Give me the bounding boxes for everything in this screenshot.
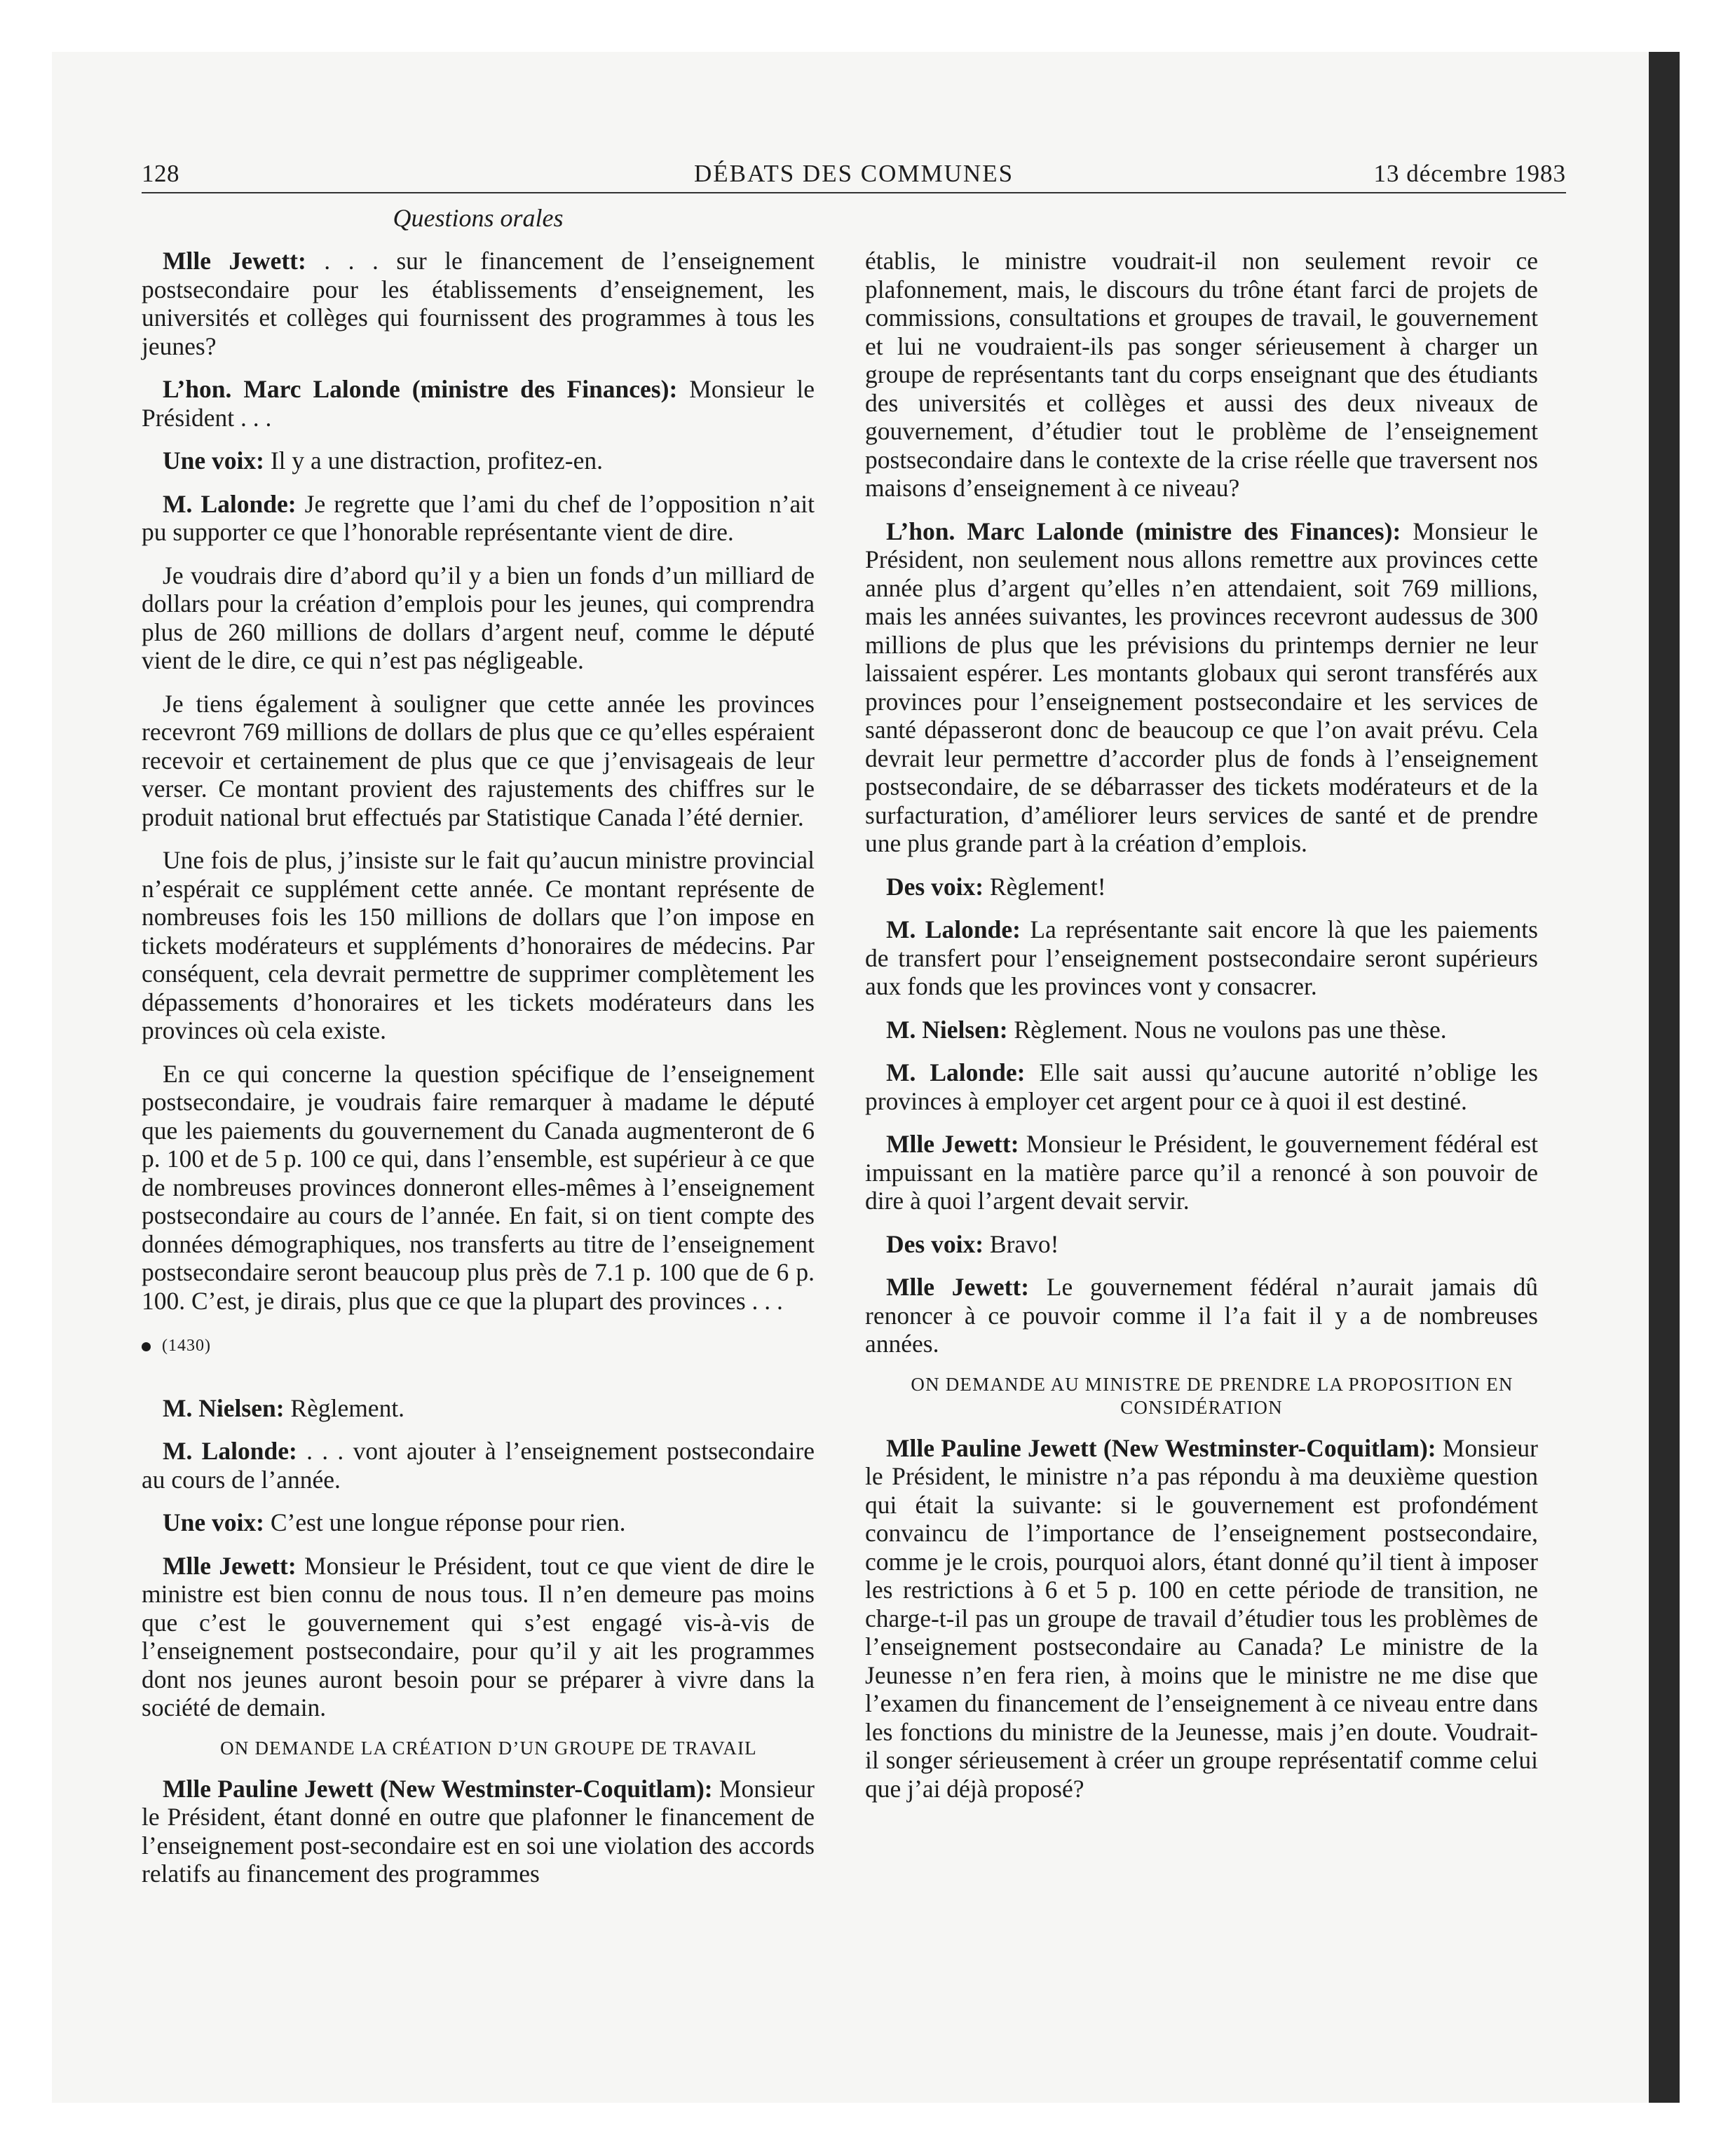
speaker-name: Une voix: (163, 1508, 264, 1536)
paragraph-text: Monsieur le Président, tout ce que vient de dire le ministre est bien connu de nous tous. Il n’en demeure pas moins que c’est le gouvernement qui s’est engagé vis-à-vis de l’enseignement postsecondaire, pour qu’il y ait les programmes dont nos jeunes auront besoin pour se préparer à vivre dans la société de demain. (142, 1551, 815, 1721)
paragraph-text: établis, le ministre voudrait-il non seulement revoir ce plafonnement, mais, le discours du trône étant farci de projets de commissions, consultations et groupes de travail, le gouvernement et lui ne voudraient-ils pas songer sérieusement à charger un groupe de représentants tant du corps enseignant que des étudiants des universités et collèges et aussi des deux niveaux de gouvernement, d’étudier tout le problème de l’enseignement postsecondaire dans le contexte de la crise réelle que traversent nos maisons d’enseignement à ce niveau? (865, 247, 1538, 502)
speaker-name: M. Lalonde: (886, 915, 1021, 943)
speaker-name: M. Nielsen: (163, 1393, 285, 1422)
paragraph-text: Je tiens également à souligner que cette année les provinces recevront 769 millions de dollars de plus que ce qu’elles espéraient recevoir et certainement de plus que ce que j’envisageais de leur verser. Ce montant provient des rajustements des chiffres sur le produit national brut effectués par Statistique Canada l’été dernier. (142, 689, 815, 831)
speaker-name: M. Lalonde: (163, 1437, 297, 1465)
paragraph (142, 1060, 815, 1316)
paragraph-text: Règlement! (984, 872, 1106, 901)
time-marker (142, 1332, 815, 1360)
paragraph (865, 1273, 1538, 1358)
section-title: Questions orales (393, 204, 564, 232)
speaker-name: L’hon. Marc Lalonde (ministre des Finances): (163, 375, 678, 403)
paragraph (865, 1434, 1538, 1803)
paragraph (142, 1394, 815, 1423)
paragraph (865, 1016, 1538, 1044)
paragraph (865, 517, 1538, 858)
paragraph (865, 873, 1538, 901)
binding-edge (1649, 52, 1680, 2103)
subheading-proposal: ON DEMANDE AU MINISTRE DE PRENDRE LA PROPOSITION EN CONSIDÉRATION (911, 1373, 1513, 1418)
paragraph (865, 915, 1538, 1001)
paragraph (865, 1130, 1538, 1215)
paragraph (142, 1775, 815, 1888)
paragraph-text: Une fois de plus, j’insiste sur le fait qu’aucun ministre provincial n’espérait ce supplément cette année. Ce montant représente de nombreuses fois les 150 millions de dollars que l’on impose en tickets modérateurs et suppléments d’honoraires de médecins. Par conséquent, cela devrait permettre de supprimer complètement les dépassements d’honoraires et les tickets modérateurs dans les provinces où cela existe. (142, 846, 815, 1044)
left-paragraphs-after-marker (142, 1394, 815, 1722)
paragraph (142, 561, 815, 675)
page-number: 128 (142, 160, 179, 187)
left-paragraphs (142, 247, 815, 1315)
paragraph (142, 446, 815, 475)
paragraph-text: Monsieur le Président . . . (142, 375, 815, 432)
right-column (865, 247, 1538, 1817)
paragraph-text: Monsieur le Président, non seulement nous allons remettre aux provinces cette année plus d’argent qu’elles n’en attendaient, soit 769 millions, mais les années suivantes, les provinces recevront audessus de 300 millions de plus que les prévisions du printemps dernier ne leur laissaient espérer. Les montants globaux qui seront transférés aux provinces pour l’enseignement postsecondaire et les services de santé dépasseront donc de beaucoup ce que l’on avait prévu. Cela devrait leur permettre d’accorder plus de fonds à l’enseignement postsecondaire, de se débarrasser des tickets modérateurs et de la surfacturation, d’améliorer leurs services de santé et de prendre une plus grande part à la création d’emplois. (865, 517, 1538, 857)
paragraph-text: Il y a une distraction, profitez-en. (264, 446, 603, 475)
speaker-name: L’hon. Marc Lalonde (ministre des Finances): (886, 517, 1401, 545)
speaker-name: M. Lalonde: (163, 489, 297, 518)
left-column (142, 247, 815, 1903)
speaker-name: Une voix: (163, 446, 264, 475)
paragraph-text: Je regrette que l’ami du chef de l’opposition n’ait pu supporter ce que l’honorable représentante vient de dire. (142, 489, 815, 546)
publication-date: 13 décembre 1983 (1373, 160, 1566, 187)
paragraph-text: . . . vont ajouter à l’enseignement postsecondaire au cours de l’année. (142, 1437, 815, 1494)
publication-title: DÉBATS DES COMMUNES (693, 160, 1014, 187)
paragraph-text: Monsieur le Président, étant donné en outre que plafonner le financement de l’enseignement post-secondaire est en soi une violation des accords relatifs au financement des programmes (142, 1774, 815, 1888)
paragraph (142, 1552, 815, 1722)
paragraph-text: Je voudrais dire d’abord qu’il y a bien un fonds d’un milliard de dollars pour la création d’emplois pour les jeunes, qui comprendra plus de 260 millions de dollars d’argent neuf, comme le député vient de le dire, ce qui n’est pas négligeable. (142, 561, 815, 674)
right-paragraphs (865, 247, 1538, 1358)
paragraph (142, 247, 815, 360)
bullet-icon (142, 1342, 151, 1351)
paragraph-text: Monsieur le Président, le ministre n’a pas répondu à ma deuxième question qui était la suivante: si le gouvernement est profondément convaincu de l’importance de l’enseignement postsecondaire, comme je le crois, pourquoi alors, étant donné qu’il tient à imposer les restrictions à 6 et 5 p. 100 en cette période de transition, ne charge-t-il pas un groupe de travail d’étudier tous les problèmes de l’enseignement postsecondaire au Canada? Le ministre de la Jeunesse n’en fera rien, à moins que le ministre ne me dise que l’examen du financement de l’enseignement à ce niveau entre dans les fonctions du ministre de la Jeunesse, mais j’en doute. Voudrait-il songer sérieusement à créer un groupe représentatif comme celui que j’ai déjà proposé? (865, 1433, 1538, 1803)
paragraph-text: En ce qui concerne la question spécifique de l’enseignement postsecondaire, je voudrais faire remarquer à madame le député que les paiements du gouvernement du Canada augmenteront de 6 p. 100 et de 5 p. 100 ce qui, dans l’ensemble, est supérieur à ce que de nombreuses provinces donneront elles-mêmes à l’enseignement postsecondaire au cours de l’année. En fait, si on tient compte des données démographiques, nos transferts au titre de l’enseignement postsecondaire seront beaucoup plus près de 7.1 p. 100 que de 6 p. 100. C’est, je dirais, plus que ce que la plupart des provinces . . . (142, 1059, 815, 1315)
paragraph (142, 690, 815, 832)
paragraph-text: Règlement. (284, 1393, 405, 1422)
speaker-name: M. Lalonde: (886, 1058, 1026, 1086)
paragraph-text: Le gouvernement fédéral n’aurait jamais dû renoncer à ce pouvoir comme il l’a fait il y a de nombreuses années. (865, 1273, 1538, 1358)
speaker-name: Mlle Jewett: (886, 1273, 1030, 1301)
paragraph-text: Règlement. Nous ne voulons pas une thèse. (1007, 1015, 1447, 1044)
time-marker-label: (1430) (162, 1337, 211, 1355)
paragraph (142, 375, 815, 432)
speaker-name: Des voix: (886, 872, 984, 901)
paragraph (865, 247, 1538, 503)
paragraph-text: La représentante sait encore là que les paiements de transfert pour l’enseignement postsecondaire seront supérieurs aux fonds que les provinces vont y consacrer. (865, 915, 1538, 1000)
speaker-name: M. Nielsen: (886, 1015, 1008, 1044)
speaker-name: Mlle Pauline Jewett (New Westminster-Coquitlam): (163, 1774, 713, 1803)
paragraph (142, 1508, 815, 1537)
page-header (142, 150, 1566, 193)
paragraph (142, 1437, 815, 1494)
paragraph-text: . . . sur le financement de l’enseignement postsecondaire pour les établissements d’enseignement, les universités et collèges qui fournissent des programmes à tous les jeunes? (142, 247, 815, 360)
speaker-name: Mlle Pauline Jewett (New Westminster-Coquitlam): (886, 1433, 1436, 1462)
speaker-name: Mlle Jewett: (886, 1130, 1019, 1158)
paragraph (142, 846, 815, 1045)
paragraph-text: C’est une longue réponse pour rien. (264, 1508, 626, 1536)
subheading-working-group: ON DEMANDE LA CRÉATION D’UN GROUPE DE TRAVAIL (220, 1737, 757, 1759)
paragraph (142, 490, 815, 547)
paragraph-text: Monsieur le Président, le gouvernement fédéral est impuissant en la matière parce qu’il a renoncé à son pouvoir de dire à quoi l’argent devait servir. (865, 1130, 1539, 1215)
paragraph-text: Elle sait aussi qu’aucune autorité n’oblige les provinces à employer cet argent pour ce à quoi il est destiné. (865, 1058, 1538, 1115)
paragraph (865, 1230, 1538, 1259)
speaker-name: Des voix: (886, 1229, 984, 1258)
speaker-name: Mlle Jewett: (163, 247, 306, 275)
speaker-name: Mlle Jewett: (163, 1551, 297, 1580)
paragraph (865, 1058, 1538, 1115)
paragraph-text: Bravo! (984, 1229, 1059, 1258)
